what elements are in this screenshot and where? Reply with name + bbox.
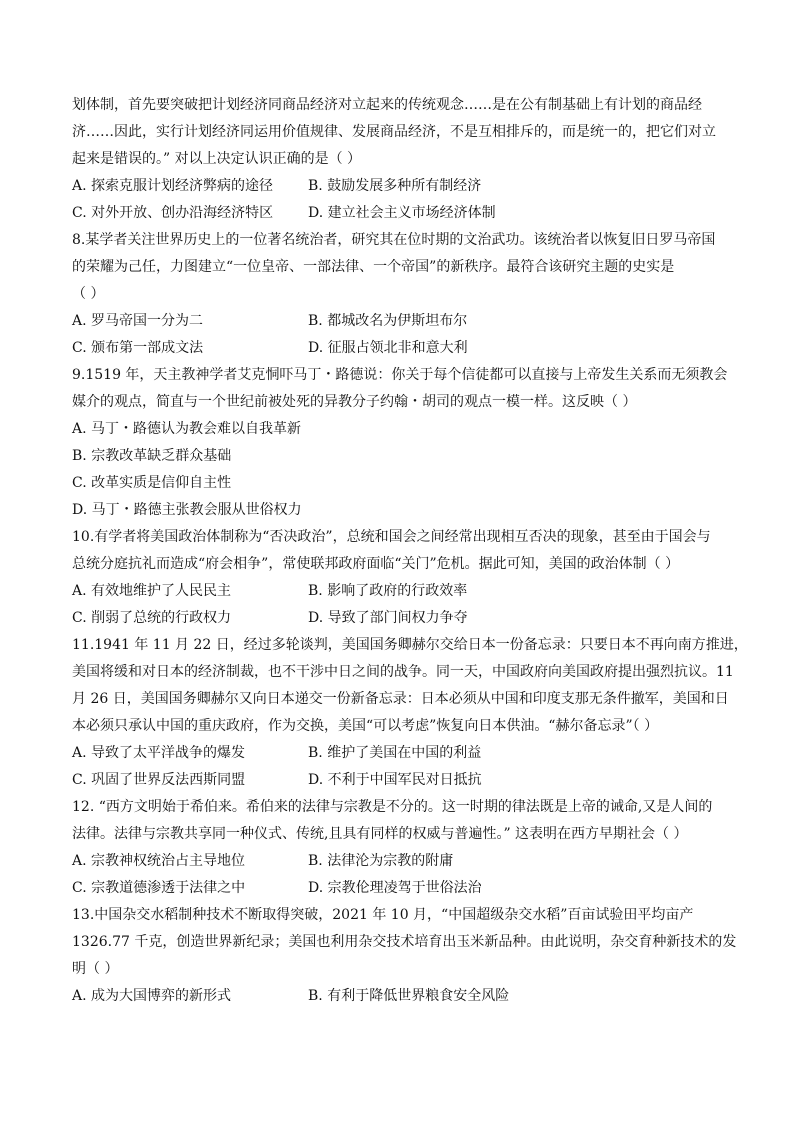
option-c: C. 巩固了世界反法西斯同盟	[72, 772, 246, 788]
question-11-options-row-1	[72, 740, 724, 767]
question-7-line-1: 划体制，首先要突破把计划经济同商品经济对立起来的传统观念……是在公有制基础上有计划的商品经	[72, 97, 702, 113]
option-b: B. 维护了美国在中国的利益	[308, 745, 482, 761]
question-12	[72, 794, 724, 902]
question-11-line-2: 美国将缓和对日本的经济制裁，也不干涉中日之间的战争。同一天，中国政府向美国政府提出强烈抗议。11	[72, 664, 734, 680]
option-b: B. 法律沦为宗教的附庸	[308, 853, 454, 869]
question-7-options-row-2	[72, 200, 724, 227]
question-10	[72, 524, 724, 632]
question-7-line-2: 济……因此，实行计划经济同运用价值规律、发展商品经济，不是互相排斥的，而是统一的，把它们对立	[72, 124, 716, 140]
option-d: D. 宗教伦理凌驾于世俗法治	[308, 880, 482, 896]
option-c: C. 对外开放、创办沿海经济特区	[72, 205, 274, 221]
question-11-line-3: 月 26 日，美国国务卿赫尔又向日本递交一份新备忘录：日本必须从中国和印度支那无条件撤军，美国和日	[72, 691, 729, 707]
question-8-line-1: 8.某学者关注世界历史上的一位著名统治者，研究其在位时期的文治武功。该统治者以恢复旧日罗马帝国	[72, 232, 716, 248]
question-13-line-2: 1326.77 千克，创造世界新纪录；美国也利用杂交技术培育出玉米新品种。由此说明，杂交育种新技术的发	[72, 934, 737, 950]
question-9-line-2: 媒介的观点，简直与一个世纪前被处死的异教分子约翰・胡司的观点一模一样。这反映（ ）	[72, 394, 637, 410]
option-c: C. 宗教道德渗透于法律之中	[72, 880, 246, 896]
option-a: A. 成为大国博弈的新形式	[72, 988, 232, 1004]
option-a: A. 导致了太平洋战争的爆发	[72, 745, 246, 761]
option-a: A. 有效地维护了人民民主	[72, 583, 232, 599]
option-d: D. 导致了部门间权力争夺	[308, 610, 468, 626]
option-c: C. 颁布第一部成文法	[72, 340, 204, 356]
question-11-options-row-2	[72, 767, 724, 794]
option-d: D. 建立社会主义市场经济体制	[308, 205, 496, 221]
option-a: A. 宗教神权统治占主导地位	[72, 853, 246, 869]
exam-page	[72, 92, 748, 1010]
question-8	[72, 227, 724, 362]
option-b: B. 有利于降低世界粮食安全风险	[308, 988, 510, 1004]
question-7-options-row-1	[72, 173, 724, 200]
question-13	[72, 902, 737, 1010]
option-d: D. 不利于中国军民对日抵抗	[308, 772, 482, 788]
option-c: C. 改革实质是信仰自主性	[72, 475, 232, 491]
question-8-options-row-2	[72, 335, 724, 362]
question-12-line-2: 法律。法律与宗教共享同一种仪式、传统,且具有同样的权威与普遍性。” 这表明在西方早期社会（ ）	[72, 826, 688, 842]
question-11-line-4: 本必须只承认中国的重庆政府，作为交换，美国“可以考虑”恢复向日本供油。“赫尔备忘录”（ ）	[72, 718, 659, 734]
question-11-line-1: 11.1941 年 11 月 22 日，经过多轮谈判，美国国务卿赫尔交给日本一份备忘录：只要日本不再向南方推进，	[72, 637, 748, 653]
question-7	[72, 92, 724, 227]
question-10-line-1: 10.有学者将美国政治体制称为“否决政治”，总统和国会之间经常出现相互否决的现象，甚至由于国会与	[72, 529, 711, 545]
option-b: B. 宗教改革缺乏群众基础	[72, 448, 232, 464]
option-b: B. 都城改名为伊斯坦布尔	[308, 313, 468, 329]
question-12-options-row-2	[72, 875, 724, 902]
option-b: B. 影响了政府的行政效率	[308, 583, 468, 599]
question-13-options-row-1	[72, 983, 724, 1010]
question-12-line-1: 12. “西方文明始于希伯来。希伯来的法律与宗教是不分的。这一时期的律法既是上帝的诫命,又是人间的	[72, 799, 713, 815]
question-10-options-row-1	[72, 578, 724, 605]
question-7-line-3: 起来是错误的。” 对以上决定认识正确的是（ ）	[72, 151, 362, 167]
question-13-line-1: 13.中国杂交水稻制种技术不断取得突破，2021 年 10 月，“中国超级杂交水稻”百亩试验田平均亩产	[72, 907, 694, 923]
question-9-line-1: 9.1519 年，天主教神学者艾克恫吓马丁・路德说：你关于每个信徒都可以直接与上帝发生关系而无须教会	[72, 367, 728, 383]
option-d: D. 征服占领北非和意大利	[308, 340, 468, 356]
question-10-line-2: 总统分庭抗礼而造成“府会相争”，常使联邦政府面临“关门”危机。据此可知，美国的政治体制（ ）	[72, 556, 680, 572]
question-8-options-row-1	[72, 308, 724, 335]
question-11	[72, 632, 748, 794]
question-9	[72, 362, 728, 524]
option-b: B. 鼓励发展多种所有制经济	[308, 178, 482, 194]
option-c: C. 削弱了总统的行政权力	[72, 610, 232, 626]
question-13-line-3: 明（ ）	[72, 961, 119, 977]
question-8-line-3: （ ）	[72, 286, 105, 302]
option-a: A. 罗马帝国一分为二	[72, 313, 204, 329]
option-d: D. 马丁・路德主张教会服从世俗权力	[72, 502, 302, 518]
question-12-options-row-1	[72, 848, 724, 875]
option-a: A. 探索克服计划经济弊病的途径	[72, 178, 274, 194]
option-a: A. 马丁・路德认为教会难以自我革新	[72, 421, 302, 437]
question-8-line-2: 的荣耀为己任，力图建立“一位皇帝、一部法律、一个帝国”的新秩序。最符合该研究主题的史实是	[72, 259, 675, 275]
question-10-options-row-2	[72, 605, 724, 632]
